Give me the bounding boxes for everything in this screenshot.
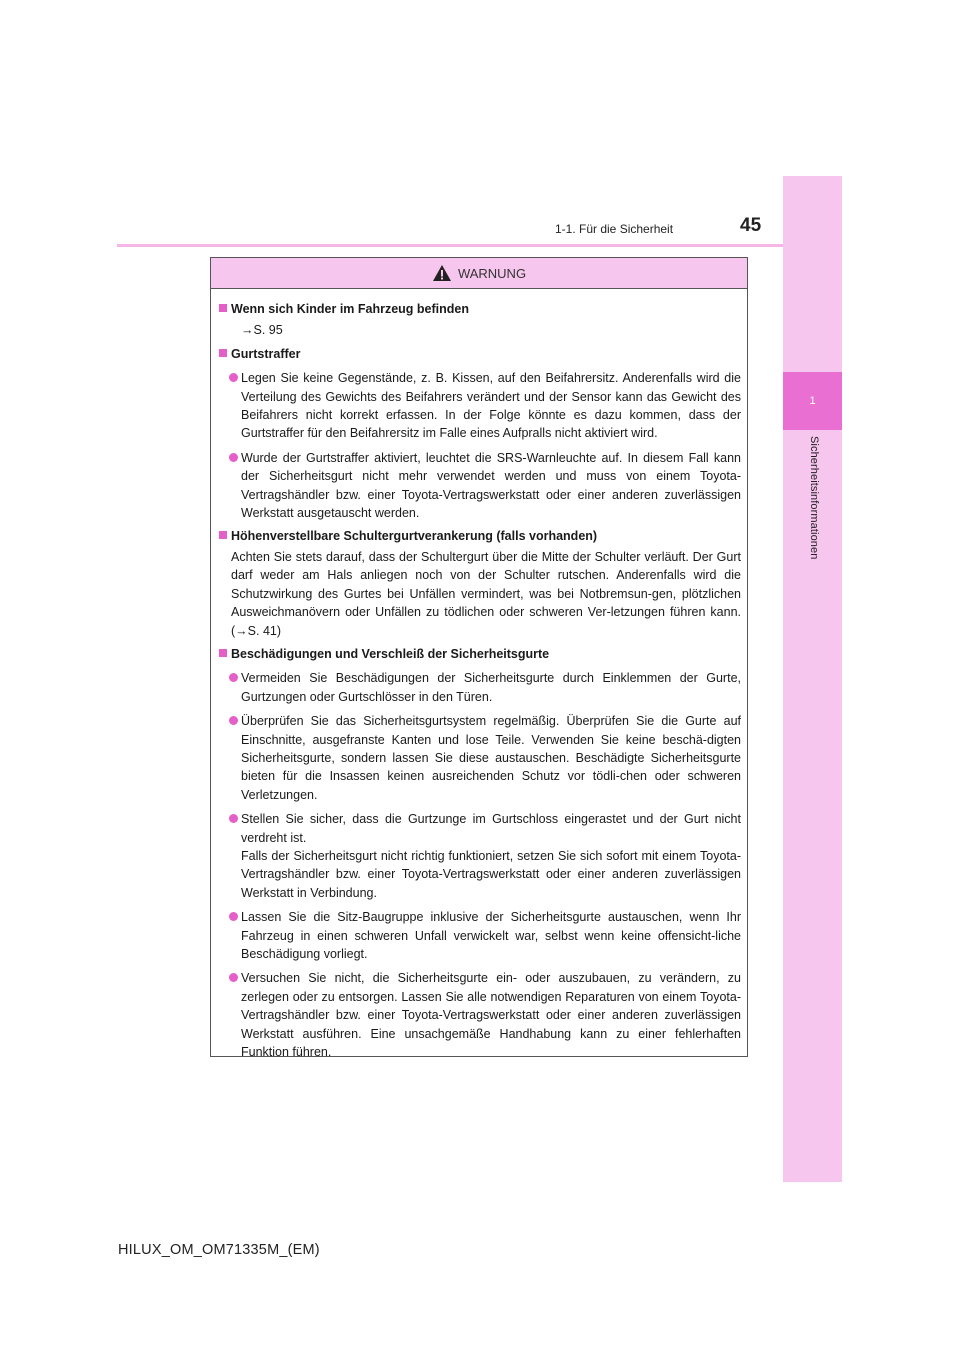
warning-box	[210, 257, 748, 1060]
bullet-item: Versuchen Sie nicht, die Sicherheitsgurte ein- oder auszubauen, zu verändern, zu zerlegen oder zu entsorgen. Lassen Sie alle notwendigen Reparaturen von einem Toyota-Vertragshändler bzw. einer Toyota-Vertragswerkstatt oder einer anderen zuverlässigen Werkstatt ausführen. Eine unsachgemäße Handhabung kann zu einer fehlerhaften Funktion führen.	[219, 969, 741, 1061]
chapter-side-tab	[783, 176, 842, 1182]
round-bullet-icon	[229, 453, 238, 462]
square-bullet-icon	[219, 649, 227, 657]
round-bullet-icon	[229, 973, 238, 982]
warning-body	[211, 289, 747, 1061]
bullet-item: Überprüfen Sie das Sicherheitsgurtsystem regelmäßig. Überprüfen Sie die Gurte auf Einschnitte, ausgefranste Kanten und lose Teile. Verwenden Sie keine beschä-digten Sicherheitsgurte, sondern lassen Sie diese austauschen. Beschädigte Sicherheitsgurte bieten für die Insassen keinen ausreichenden Schutz vor tödli-chen oder schweren Verletzungen.	[219, 712, 741, 804]
round-bullet-icon	[229, 716, 238, 725]
header-rule	[117, 244, 783, 247]
bullet-item: Legen Sie keine Gegenstände, z. B. Kissen, auf den Beifahrersitz. Anderenfalls wird die Verteilung des Gewichts des Beifahrers verändert und der Sensor kann das Gewicht des Beifahrers nicht korrekt erfassen. In der Folge könnte es dazu kommen, dass der Gurtstraffer für den Beifahrersitz im Falle eines Aufpralls nicht aktiviert wird.	[219, 369, 741, 443]
round-bullet-icon	[229, 912, 238, 921]
section-heading: Beschädigungen und Verschleiß der Sicherheitsgurte	[219, 645, 741, 663]
page-reference: →S. 95	[241, 323, 283, 338]
paragraph: Achten Sie stets darauf, dass der Schultergurt über die Mitte der Schulter verläuft. Der Gurt darf weder am Hals anliegen noch von der Schulter rutschen. Anderenfalls wird die Schutzwirkung des Gurtes bei Unfällen vermindert, was bei Notbremsun-gen, plötzlichen Ausweichmanövern oder Unfällen zu tödlichen oder schweren Ver-letzungen führen kann. (→S. 41)	[231, 549, 741, 638]
square-bullet-icon	[219, 349, 227, 357]
page-number: 45	[740, 215, 762, 236]
bullet-item: Wurde der Gurtstraffer aktiviert, leuchtet die SRS-Warnleuchte auf. In diesem Fall kann der Sicherheitsgurt nicht mehr verwendet werden und muss von einem Toyota-Vertragshändler bzw. einer Toyota-Vertragswerkstatt oder einer anderen zuverlässigen Werkstatt ausgetauscht werden.	[219, 449, 741, 523]
square-bullet-icon	[219, 531, 227, 539]
bullet-item: Vermeiden Sie Beschädigungen der Sicherheitsgurte durch Einklemmen der Gurte, Gurtzungen oder Gurtschlösser in den Türen.	[219, 669, 741, 706]
section-title: 1-1. Für die Sicherheit	[555, 222, 674, 236]
bullet-item: Lassen Sie die Sitz-Baugruppe inklusive der Sicherheitsgurte austauschen, wenn Ihr Fahrzeug in einen schweren Unfall verwickelt war, selbst wenn keine offensicht-liche Beschädigung vorliegt.	[219, 908, 741, 963]
round-bullet-icon	[229, 814, 238, 823]
section-heading: Gurtstraffer	[219, 345, 741, 363]
section-heading: Höhenverstellbare Schultergurtverankerung (falls vorhanden)	[219, 527, 741, 545]
round-bullet-icon	[229, 373, 238, 382]
warning-header	[211, 258, 747, 289]
chapter-number: 1	[809, 395, 816, 407]
bullet-item: Stellen Sie sicher, dass die Gurtzunge im Gurtschloss eingerastet und der Gurt nicht verdreht ist. Falls der Sicherheitsgurt nicht richtig funktioniert, setzen Sie sich sofort mit einem Toyota-Vertragshändler bzw. einer Toyota-Vertragswerkstatt oder einer anderen zuverlässigen Werkstatt in Verbindung.	[219, 810, 741, 902]
warning-title: WARNUNG	[457, 265, 527, 281]
chapter-title: Sicherheitsinformationen	[808, 436, 820, 560]
section-heading: Wenn sich Kinder im Fahrzeug befinden	[219, 300, 741, 318]
chapter-number-tab	[783, 372, 842, 430]
warning-triangle-icon	[432, 264, 452, 282]
round-bullet-icon	[229, 673, 238, 682]
document-id: HILUX_OM_OM71335M_(EM)	[118, 1242, 320, 1258]
square-bullet-icon	[219, 304, 227, 312]
